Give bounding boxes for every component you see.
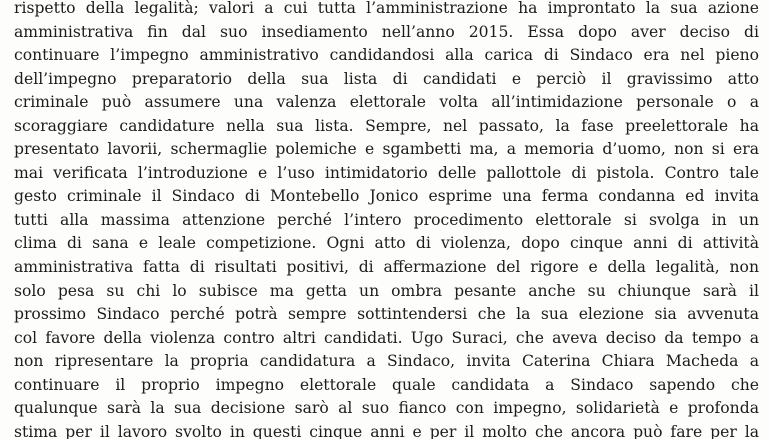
text-line: amministrativa fatta di risultati positivi, di affermazione del rigore e della legalità, non (14, 258, 759, 277)
text-line: col favore della violenza contro altri candidati. Ugo Suraci, che aveva deciso da tempo a (14, 328, 759, 347)
text-line: criminale può assumere una valenza elettorale volta all’intimidazione personale o a (14, 93, 759, 112)
text-line: solo pesa su chi lo subisce ma getta un ombra pesante anche su chiunque sarà il (14, 281, 759, 300)
text-line: stima per il lavoro svolto in questi cinque anni e per il molto che ancora può fare per la (14, 422, 759, 439)
text-line: rispetto della legalità; valori a cui tutta l’amministrazione ha improntato la sua azione (14, 0, 759, 17)
text-line: mai verificata l’introduzione e l’uso intimidatorio delle pallottole di pistola. Contro tale (14, 163, 759, 182)
text-line: qualunque sarà la sua decisione sarò al suo fianco con impegno, solidarietà e profonda (14, 399, 759, 418)
text-line: amministrativa fin dal suo insediamento nell’anno 2015. Essa dopo aver deciso di (14, 22, 759, 41)
text-line: scoraggiare candidature nella sua lista. Sempre, nel passato, la fase preelettorale ha (14, 116, 759, 135)
text-line: tutti alla massima attenzione perché l’intero procedimento elettorale si svolga in un (14, 210, 759, 229)
body-text (14, 0, 759, 439)
text-line: gesto criminale il Sindaco di Montebello Jonico esprime una ferma condanna ed invita (14, 187, 759, 206)
text-line: presentato lavorii, schermaglie polemiche e sgambetti ma, a memoria d’uomo, non si era (14, 140, 759, 159)
text-line: non ripresentare la propria candidatura a Sindaco, invita Caterina Chiara Macheda a (14, 352, 759, 371)
text-line: continuare il proprio impegno elettorale quale candidata a Sindaco sapendo che (14, 375, 759, 394)
text-line: dell’impegno preparatorio della sua lista di candidati e perciò il gravissimo atto (14, 69, 759, 88)
text-line: clima di sana e leale competizione. Ogni atto di violenza, dopo cinque anni di attività (14, 234, 759, 253)
text-line: prossimo Sindaco perché potrà sempre sottintendersi che la sua elezione sia avvenuta (14, 305, 759, 324)
text-line: continuare l’impegno amministrativo candidandosi alla carica di Sindaco era nel pieno (14, 46, 759, 65)
